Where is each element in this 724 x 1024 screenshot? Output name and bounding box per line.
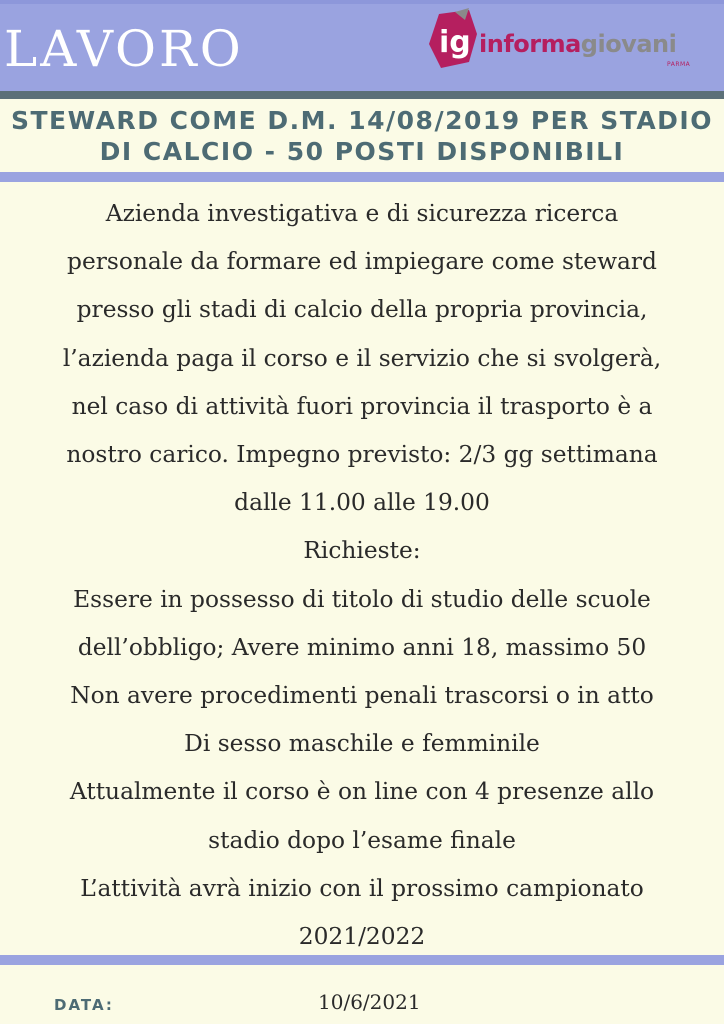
date-label: DATA: bbox=[54, 996, 114, 1014]
section-label: LAVORO bbox=[4, 20, 244, 78]
logo-word-giovani: giovani bbox=[580, 30, 677, 58]
requirement-line: L’attività avrà inizio con il prossimo campionato bbox=[80, 874, 644, 902]
logo-wordmark bbox=[479, 32, 676, 56]
bottom-band bbox=[0, 955, 724, 965]
requirement-line: 2021/2022 bbox=[298, 923, 426, 951]
logo-subtitle: PARMA bbox=[667, 61, 691, 68]
header-divider bbox=[0, 91, 724, 99]
requirement-line: Attualmente il corso è on line con 4 presenze allo bbox=[69, 778, 655, 806]
job-description bbox=[0, 190, 724, 961]
requirement-line: stadio dopo l’esame finale bbox=[208, 826, 516, 854]
description-line: nostro carico. Impegno previsto: 2/3 gg settimana bbox=[66, 441, 658, 469]
job-title bbox=[10, 105, 714, 167]
description-line: Azienda investigativa e di sicurezza ricerca bbox=[105, 200, 619, 227]
description-line: personale da formare ed impiegare come steward bbox=[67, 248, 657, 276]
description-line: nel caso di attività fuori provincia il trasporto è a bbox=[71, 392, 653, 420]
logo-mark-icon bbox=[425, 8, 481, 70]
svg-text:ig: ig bbox=[439, 25, 471, 60]
description-line: dalle 11.00 alle 19.00 bbox=[234, 489, 490, 517]
requirement-line: dell’obbligo; Avere minimo anni 18, massimo 50 bbox=[77, 633, 647, 661]
job-title-line: DI CALCIO - 50 POSTI DISPONIBILI bbox=[99, 137, 625, 166]
requirement-line: Non avere procedimenti penali trascorsi o in atto bbox=[70, 682, 654, 710]
job-title-line: STEWARD COME D.M. 14/08/2019 PER STADIO bbox=[11, 106, 713, 135]
top-band bbox=[0, 172, 724, 182]
logo-word-informa: informa bbox=[479, 30, 581, 58]
requirement-line: Di sesso maschile e femminile bbox=[184, 730, 540, 758]
description-line: l’azienda paga il corso e il servizio che si svolgerà, bbox=[62, 344, 662, 372]
requirement-line: Essere in possesso di titolo di studio delle scuole bbox=[73, 585, 651, 613]
description-line: presso gli stadi di calcio della propria provincia, bbox=[76, 296, 648, 324]
date-value: 10/6/2021 bbox=[318, 990, 421, 1014]
requirements-heading: Richieste: bbox=[303, 537, 421, 565]
informagiovani-logo bbox=[425, 8, 715, 74]
